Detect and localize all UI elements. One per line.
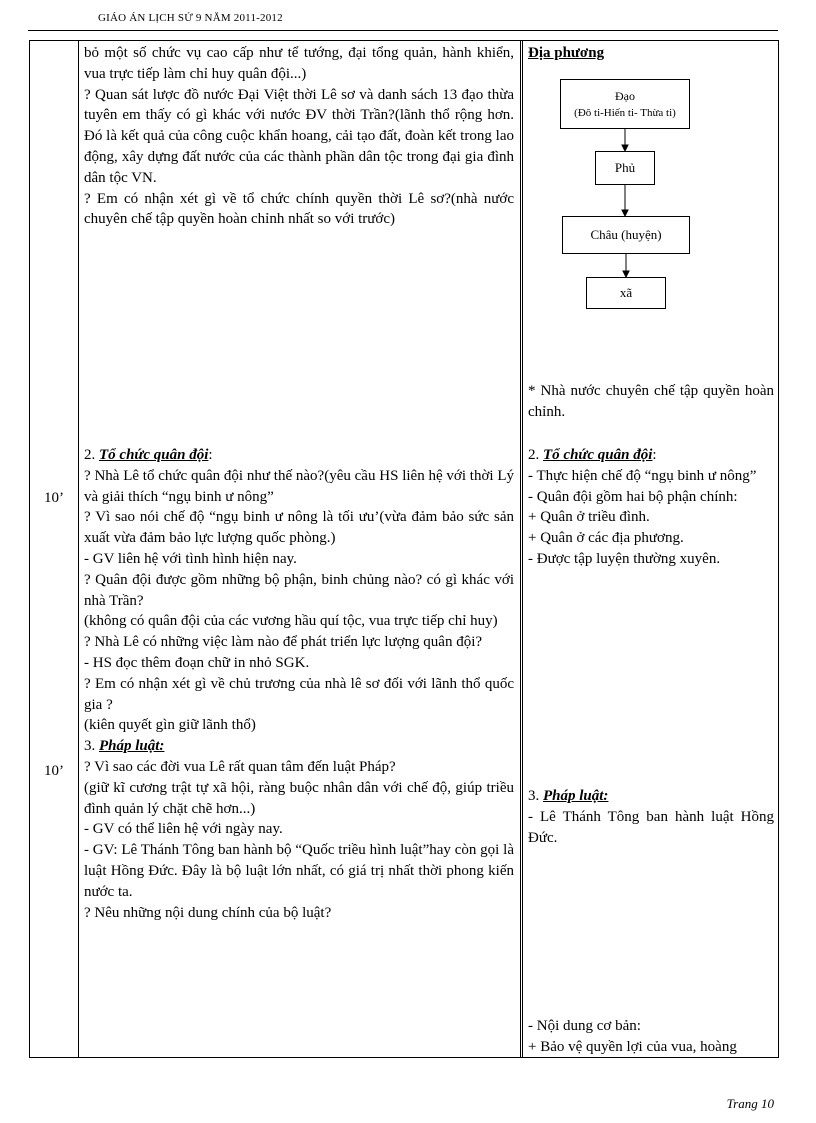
section-heading-law: 3. Pháp luật: — [528, 788, 609, 804]
content-text: - Quân đội gồm hai bộ phận chính: — [528, 488, 738, 505]
lesson-table — [29, 40, 779, 1058]
activity-text: ? Em có nhận xét gì về chủ trương của nhà lê sơ đối với lãnh thổ quốc gia ? — [84, 675, 514, 713]
activity-text: ? Vì sao các đời vua Lê rất quan tâm đến luật Pháp? — [84, 758, 396, 775]
diagram-box-chau: Châu (huyện) — [562, 216, 690, 254]
content-text: + Bảo vệ quyền lợi của vua, hoàng — [528, 1038, 737, 1055]
arrow-head — [622, 210, 628, 216]
content-text: - Lê Thánh Tông ban hành luật Hồng Đức. — [528, 808, 774, 846]
content-text: - Nội dung cơ bản: — [528, 1018, 641, 1034]
activity-text: ? Quan sát lược đồ nước Đại Việt thời Lê sơ và danh sách 13 đạo thừa tuyên em thấy có gì khác với nước ĐV thời Trần?(lãnh thổ rộng hơn. Đó là kết quả của công cuộc khẩn hoang, cải tạo đất, đoàn kết trong lao động, xây dựng đất nước của các thành phần dân tộc trong đại gia đình dân tộc VN. — [84, 86, 514, 186]
law-content-block — [528, 786, 774, 848]
arrow-head — [622, 145, 628, 151]
activity-text: - HS đọc thêm đoạn chữ in nhỏ SGK. — [84, 654, 310, 671]
activity-text: ? Vì sao nói chế độ “ngụ binh ư nông là tối ưu’(vừa đảm bảo sức sản xuất vừa đảm bảo lực lượng quốc phòng.) — [84, 509, 514, 547]
diagram-arrows — [30, 41, 780, 341]
content-text: + Quân ở triều đình. — [528, 509, 650, 526]
activity-text: - GV: Lê Thánh Tông ban hành bộ “Quốc triều hình luật”hay còn gọi là luật Hồng Đức. Đây là bộ luật lớn nhất, có giá trị nhất thời phong kiến nước ta. — [84, 842, 514, 900]
activity-text: bỏ một số chức vụ cao cấp như tể tướng, đại tổng quản, hành khiển, vua trực tiếp làm chỉ huy quân đội...) — [84, 45, 514, 82]
activity-block-army — [84, 445, 514, 923]
section-heading-army: 2. Tổ chức quân đội: — [84, 447, 213, 463]
activity-text: ? Nhà Lê có những việc làm nào để phát triển lực lượng quân đội? — [84, 634, 483, 651]
state-note: * Nhà nước chuyên chế tập quyền hoàn chỉnh. — [528, 383, 774, 420]
activity-text: - GV có thể liên hệ với ngày nay. — [84, 821, 283, 838]
activity-text: ? Nêu những nội dung chính của bộ luật? — [84, 904, 332, 921]
activity-text: ? Nhà Lê tổ chức quân đội như thế nào?(yêu cầu HS liên hệ với thời Lý và giải thích “ngụ binh ư nông” — [84, 467, 514, 505]
content-text: - Thực hiện chế độ “ngụ binh ư nông” — [528, 467, 757, 484]
diagram-box-dao-title: Đạo — [615, 89, 635, 103]
page-number: Trang 10 — [726, 1096, 774, 1111]
activity-text: - GV liên hệ với tình hình hiện nay. — [84, 550, 297, 567]
activity-text: (giữ kĩ cương trật tự xã hội, ràng buộc nhân dân với chế độ, giúp triều đình quản lý chặt chẽ hơn...) — [84, 779, 514, 817]
activity-text: ? Em có nhận xét gì về tổ chức chính quyền thời Lê sơ?(nhà nước chuyên chế tập quyền hoàn chỉnh nhất so với trước) — [84, 190, 514, 228]
header-rule — [28, 30, 778, 31]
content-text: + Quân ở các địa phương. — [528, 530, 684, 547]
page-header: GIÁO ÁN LỊCH SỬ 9 NĂM 2011-2012 — [98, 12, 283, 24]
diagram-box-dao-subtitle: (Đô ti-Hiến ti- Thừa ti) — [574, 107, 676, 119]
law-detail-block — [528, 1016, 774, 1058]
arrow-head — [623, 271, 629, 277]
section-heading-law: 3. Pháp luật: — [84, 738, 165, 755]
state-note-block — [528, 381, 774, 423]
time-label-army: 10’ — [44, 490, 64, 506]
activity-text: (không có quân đội của các vương hầu quí tộc, vua trực tiếp chỉ huy) — [84, 613, 498, 630]
content-text: - Được tập luyện thường xuyên. — [528, 550, 721, 567]
local-heading: Địa phương — [528, 45, 605, 61]
section-heading-army: 2. Tổ chức quân đội: — [528, 447, 657, 463]
activity-text: (kiên quyết gìn giữ lãnh thổ) — [84, 717, 256, 734]
activity-text: ? Quân đội được gồm những bộ phận, binh chủng nào? có gì khác với nhà Trần? — [84, 571, 514, 609]
time-label-law: 10’ — [44, 763, 64, 779]
diagram-box-xa: xã — [586, 277, 666, 309]
diagram-box-phu: Phủ — [595, 151, 655, 185]
army-content-block — [528, 445, 774, 570]
